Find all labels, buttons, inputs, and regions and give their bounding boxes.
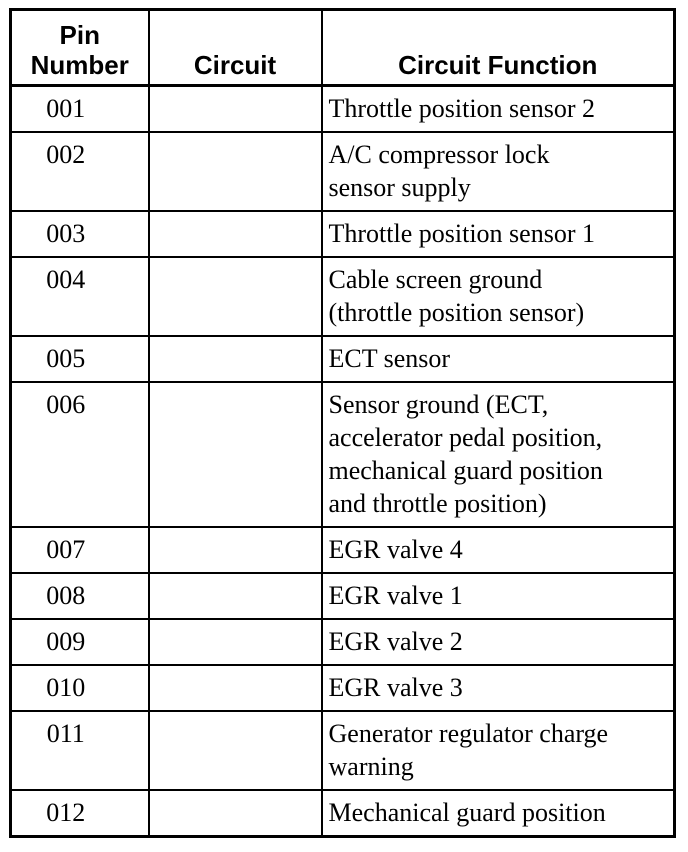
circuit-cell (149, 336, 322, 382)
pin-number-cell: 005 (11, 336, 149, 382)
circuit-function-line: Generator regulator charge (328, 719, 609, 748)
pin-number-cell: 001 (11, 86, 149, 133)
circuit-cell (149, 257, 322, 336)
circuit-function-line: accelerator pedal position, (328, 423, 603, 452)
circuit-function-cell (322, 382, 675, 527)
pin-number-cell: 003 (11, 211, 149, 257)
circuit-function-line: mechanical guard position (328, 456, 603, 485)
circuit-function-line: sensor supply (328, 173, 471, 202)
circuit-function-line: Sensor ground (ECT, (328, 390, 549, 419)
circuit-function-cell (322, 336, 675, 382)
circuit-function-line: EGR valve 3 (328, 673, 463, 702)
circuit-function-cell (322, 132, 675, 211)
circuit-function-line: Mechanical guard position (328, 798, 606, 827)
header-circuit-function: Circuit Function (322, 10, 675, 86)
table-row (11, 257, 675, 336)
circuit-function-line: warning (328, 752, 414, 781)
header-row (11, 10, 675, 86)
circuit-function-cell (322, 790, 675, 837)
pin-number-cell: 002 (11, 132, 149, 211)
circuit-cell (149, 573, 322, 619)
pin-number-cell: 007 (11, 527, 149, 573)
pin-number-cell: 010 (11, 665, 149, 711)
circuit-cell (149, 86, 322, 133)
pin-number-cell: 008 (11, 573, 149, 619)
circuit-cell (149, 132, 322, 211)
circuit-cell (149, 382, 322, 527)
pin-number-cell: 011 (11, 711, 149, 790)
header-pin-line1: Pin (59, 20, 100, 50)
circuit-function-line: Cable screen ground (328, 265, 543, 294)
circuit-function-line: EGR valve 1 (328, 581, 463, 610)
circuit-function-cell (322, 211, 675, 257)
header-pin-number (11, 10, 149, 86)
circuit-cell (149, 665, 322, 711)
pin-number-cell: 004 (11, 257, 149, 336)
pin-function-table (9, 8, 676, 838)
circuit-function-cell (322, 619, 675, 665)
circuit-function-line: EGR valve 4 (328, 535, 463, 564)
table-body (11, 86, 675, 837)
pin-number-cell: 009 (11, 619, 149, 665)
circuit-function-line: EGR valve 2 (328, 627, 463, 656)
circuit-function-line: (throttle position sensor) (328, 298, 585, 327)
circuit-function-cell (322, 527, 675, 573)
table-row (11, 527, 675, 573)
circuit-function-line: A/C compressor lock (328, 140, 550, 169)
table-row (11, 790, 675, 837)
circuit-cell (149, 211, 322, 257)
table-row (11, 382, 675, 527)
circuit-function-cell (322, 86, 675, 133)
table-row (11, 619, 675, 665)
circuit-function-line: Throttle position sensor 1 (328, 219, 595, 248)
circuit-cell (149, 619, 322, 665)
circuit-cell (149, 711, 322, 790)
circuit-function-line: Throttle position sensor 2 (328, 94, 595, 123)
table-row (11, 665, 675, 711)
table-row (11, 336, 675, 382)
circuit-cell (149, 790, 322, 837)
circuit-function-line: and throttle position) (328, 489, 547, 518)
table-row (11, 711, 675, 790)
circuit-cell (149, 527, 322, 573)
header-pin-line2: Number (30, 50, 129, 80)
header-circuit: Circuit (149, 10, 322, 86)
table-row (11, 573, 675, 619)
table-row (11, 211, 675, 257)
pin-number-cell: 006 (11, 382, 149, 527)
circuit-function-cell (322, 257, 675, 336)
table-row (11, 86, 675, 133)
circuit-function-cell (322, 711, 675, 790)
circuit-function-cell (322, 665, 675, 711)
circuit-function-cell (322, 573, 675, 619)
pin-number-cell: 012 (11, 790, 149, 837)
circuit-function-line: ECT sensor (328, 344, 451, 373)
table-header (11, 10, 675, 86)
table-row (11, 132, 675, 211)
